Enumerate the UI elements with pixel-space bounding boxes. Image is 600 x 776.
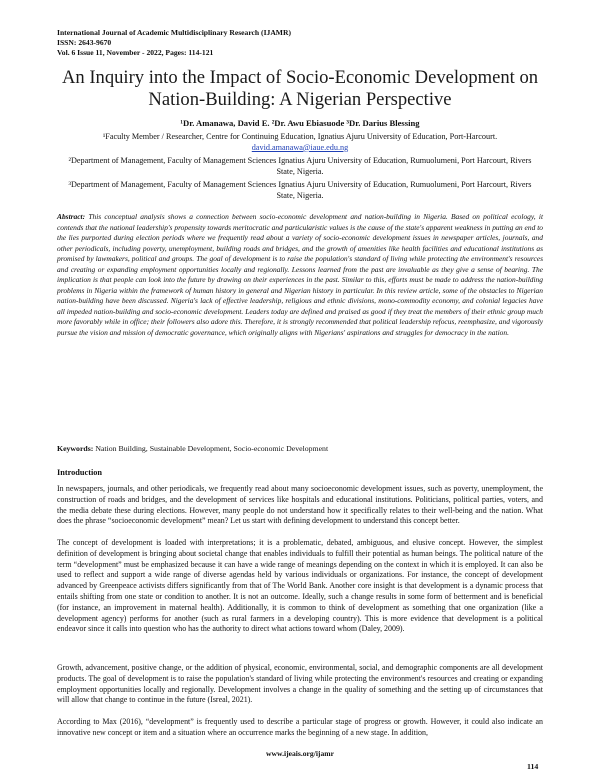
paper-title: An Inquiry into the Impact of Socio-Economic Development on Nation-Building: A Nigerian Perspective [61, 67, 539, 110]
abstract-label: Abstract: [57, 212, 86, 221]
affiliation-1-text: ¹Faculty Member / Researcher, Centre for Continuing Education, Ignatius Ajuru University of Education, Port-Harcourt. [102, 132, 498, 141]
affiliation-2: ²Department of Management, Faculty of Management Sciences Ignatius Ajuru University of Education, Rumuolumeni, Port Harcourt, Rivers State, Nigeria. [68, 156, 532, 176]
keywords [57, 444, 543, 454]
affiliation-3: ³Department of Management, Faculty of Management Sciences Ignatius Ajuru University of Education, Rumuolumeni, Port Harcourt, Rivers State, Nigeria. [68, 180, 532, 200]
journal-header [57, 28, 537, 58]
paragraph-3: Growth, advancement, positive change, or the addition of physical, economic, environmental, social, and demographic components are all development products. The goal of development is to raise the population's standard of living while protecting the environment's resources and creating or expanding employment opportunities locally and regionally. Development involves a change in the quality of something and the setting up of circumstances that will allow that change to continue in the future (Isreal, 2021). [57, 663, 543, 705]
paragraph-4: According to Max (2016), “development” is frequently used to describe a particular stage of progress or growth. However, it could also indicate an innovative new concept or item and a situation where an occurrence marks the beginning of a new stage. In addition, [57, 717, 543, 737]
page-number: 114 [527, 762, 539, 771]
section-heading-introduction: Introduction [57, 468, 103, 477]
journal-volume: Vol. 6 Issue 11, November - 2022, Pages: 114-121 [57, 48, 214, 57]
keywords-label: Keywords: [57, 444, 94, 453]
author-email-link[interactable]: david.amanawa@iaue.edu.ng [251, 142, 349, 152]
paragraph-2: The concept of development is loaded with interpretations; it is a problematic, debated, ambiguous, and elusive concept. However, the simplest definition of development is bringing about societal change that enables individuals to fulfill their potential as human beings. The political nature of the term “development” must be emphasized because it can have a wide range of meanings depending on the context in which it is employed. It can also be used to reflect and support a wide range of diverse agendas held by various individuals or organizations. For instance, the concept of development advanced by Greenpeace activists differs significantly from that of The World Bank. Another core insight is that development is a dynamic process that entails shifting from one state or condition to another. It is not an outcome. Ideally, such a change results in some form of betterment and is beneficial (for instance, an improvement in maternal health). Additionally, it is common to think of development as something that one organization (like a development agency) performs for another (such as rural farmers in a developing country). This is more evidence that development is a political endeavor since it calls into question who has the authority to direct what actions toward whom (Daley, 2009). [57, 538, 543, 634]
author-list: ¹Dr. Amanawa, David E. ²Dr. Awu Ebiasuode ³Dr. Darius Blessing [180, 118, 420, 128]
abstract [57, 212, 543, 339]
journal-name: International Journal of Academic Multidisciplinary Research (IJAMR) [57, 28, 291, 37]
abstract-text: This conceptual analysis shows a connection between socio-economic development and nation-building in Nigeria. Based on political ecology, it contends that the national leadership's propensity towards meritocratic and particularistic values is the cause of the state's apparent weakness in putting an end to the lies purported during election periods where we frequently read about a variety of socio-economic development issues in newspaper articles, journals, and other periodicals, including poverty, unemployment, building roads and bridges, and the growth of amenities like health facilities and educational institutions as promised by lawmakers, political and groups. The goal of development is to raise the population's standard of living while protecting the environment's resources and creating or expanding employment opportunities locally and regionally. Lessons learned from the past are invaluable as they give a sense of bearing. The implication is that people can look into the future by drawing on their experiences in the past. Similar to this, efforts must be made to address the nation-building problems in Nigeria within the framework of human history in general and Nigerian history in particular. In this review article, some of the obstacles to Nigerian nation-building have been discussed. Nigeria's lack of effective leadership, religious and ethnic divisions, mono-commodity economy, and colonial legacies have all impeded nation-building and socio-economic development. Leaders today are defined and praised as good if they treat the members of their ethnic group much more favorably while in office; their followers also adore this. Therefore, it is strongly recommended that political leadership refocus, reemphasize, and vigorously pursue the vision and mission of democratic governance, which originally aligns with Nigerians' aspirations and struggles for democracy in the nation. [57, 212, 544, 338]
footer-url[interactable]: www.ijeais.org/ijamr [266, 749, 334, 758]
paragraph-1: In newspapers, journals, and other periodicals, we frequently read about many socioeconomic development issues, such as poverty, unemployment, the construction of roads and bridges, and the development of services like hospitals and educational institutions. Politicians, political parties, voters, and the media debate these during elections. However, many people do not understand how it specifically relates to their well-being and the nation. What does the phrase “socioeconomic development” mean? Let us start with defining development to understand this concept better. [57, 484, 543, 526]
journal-issn: ISSN: 2643-9670 [57, 38, 112, 47]
affiliation-1 [60, 132, 540, 153]
keywords-text: Nation Building, Sustainable Development, Socio-economic Development [95, 444, 329, 453]
